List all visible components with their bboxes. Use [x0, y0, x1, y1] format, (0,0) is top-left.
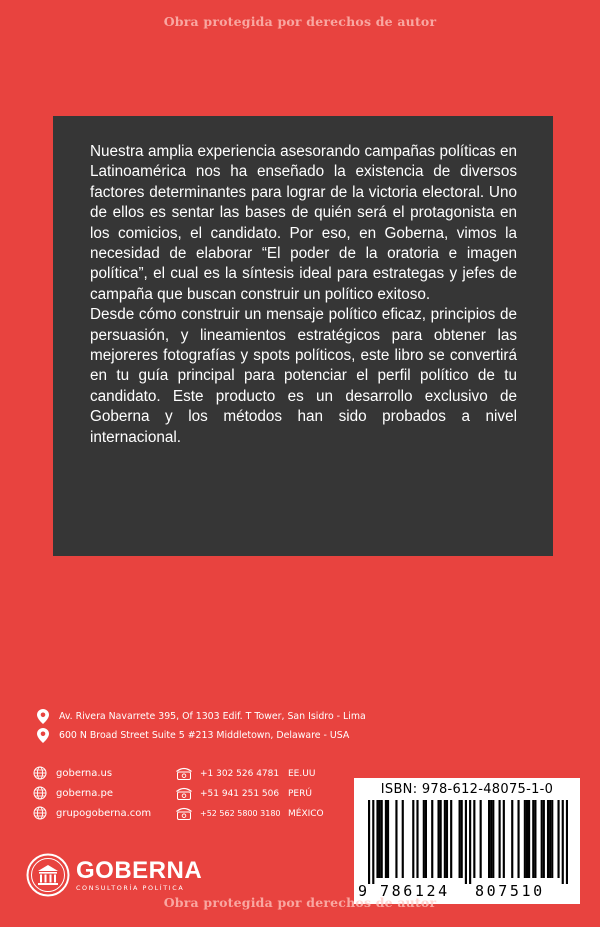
- barcode-digit-group: 786124: [380, 882, 450, 900]
- phone-country: PERÚ: [288, 788, 312, 799]
- barcode-bar: [381, 800, 383, 878]
- barcode-bar: [517, 800, 519, 878]
- location-pin-icon: [37, 728, 49, 743]
- phone-number: +52 562 5800 3180: [200, 809, 281, 818]
- barcode-bar: [431, 800, 433, 878]
- phone-number: +1 302 526 4781: [200, 768, 280, 779]
- phone-mexico[interactable]: [176, 807, 324, 820]
- globe-icon: [33, 786, 47, 800]
- logo-subtitle: CONSULTORÍA POLÍTICA: [76, 883, 185, 892]
- barcode-bar: [446, 800, 448, 878]
- barcode-bar: [423, 800, 425, 878]
- barcode-digit-group: 9: [358, 882, 368, 900]
- barcode-bar: [526, 800, 528, 878]
- barcode-bar: [480, 800, 482, 878]
- barcode-bar: [562, 800, 564, 884]
- phone-country: EE.UU: [288, 768, 316, 779]
- barcode-bar: [551, 800, 553, 878]
- barcode-bar: [511, 800, 513, 878]
- phone-number: +51 941 251 506: [200, 788, 280, 799]
- barcode-bar: [499, 800, 501, 878]
- globe-icon: [33, 806, 47, 820]
- barcode-bar: [503, 800, 505, 878]
- barcode-bar: [372, 800, 374, 884]
- watermark-bottom: Obra protegida por derechos de autor: [163, 895, 437, 910]
- barcode-bar: [459, 800, 461, 878]
- website-text: grupogoberna.com: [56, 807, 152, 819]
- barcode-bar: [444, 800, 446, 878]
- goberna-logo: [26, 853, 202, 897]
- barcode-bar: [469, 800, 471, 884]
- barcode-bars: [368, 800, 568, 884]
- barcode-bar: [379, 800, 381, 878]
- website-goberna-pe[interactable]: [33, 786, 113, 800]
- barcode-bar: [543, 800, 545, 878]
- barcode-bar: [524, 800, 526, 878]
- blurb-paragraph-2: Desde cómo construir un mensaje político eficaz, principios de persuasión, y lineamientos estratégicos para obtener las mejoreres fotografías y spots políticos, este libro se convertirá en tu guía principal para potenciar el perfil político de tu candidato. Este producto es un desarrollo exclusivo de Goberna y los métodos han sido probados a nivel internacional.: [90, 306, 517, 446]
- barcode-bar: [425, 800, 427, 878]
- barcode-bar: [547, 800, 549, 878]
- back-cover-blurb-box: [53, 116, 553, 556]
- barcode-bar: [412, 800, 414, 878]
- address-delaware: [37, 728, 349, 743]
- barcode-bar: [490, 800, 492, 878]
- barcode-bar: [376, 800, 378, 878]
- website-grupogoberna[interactable]: [33, 806, 151, 820]
- telephone-icon: [176, 807, 192, 820]
- phone-usa[interactable]: [176, 767, 315, 780]
- barcode-bar: [492, 800, 494, 878]
- barcode-bar: [440, 800, 442, 878]
- barcode-bar: [541, 800, 543, 878]
- barcode-bar: [532, 800, 534, 878]
- barcode-bar: [416, 800, 418, 878]
- logo-name: GOBERNA: [76, 856, 203, 884]
- address-text: 600 N Broad Street Suite 5 #213 Middletown, Delaware - USA: [59, 730, 350, 741]
- website-goberna-us[interactable]: [33, 766, 112, 780]
- barcode-bar: [387, 800, 389, 878]
- website-text: goberna.pe: [56, 787, 114, 799]
- isbn-label: ISBN: 978-612-48075-1-0: [380, 782, 554, 797]
- barcode-bar: [461, 800, 463, 878]
- barcode-bar: [473, 800, 475, 878]
- barcode-bar: [437, 800, 439, 878]
- barcode-bar: [465, 800, 467, 884]
- barcode-bar: [450, 800, 452, 878]
- barcode-bar: [566, 800, 568, 884]
- website-text: goberna.us: [56, 767, 113, 779]
- isbn-barcode: [354, 778, 580, 904]
- barcode-bar: [402, 800, 404, 878]
- address-lima: [37, 709, 366, 724]
- globe-icon: [33, 766, 47, 780]
- barcode-bar: [534, 800, 536, 878]
- barcode-bar: [385, 800, 387, 878]
- barcode-bar: [549, 800, 551, 878]
- phone-country: MÉXICO: [288, 808, 324, 819]
- barcode-bar: [557, 800, 559, 878]
- location-pin-icon: [37, 709, 49, 724]
- telephone-icon: [176, 787, 192, 800]
- telephone-icon: [176, 767, 192, 780]
- barcode-bar: [368, 800, 370, 884]
- barcode-bar: [528, 800, 530, 878]
- barcode-bar: [395, 800, 397, 878]
- barcode-bar: [488, 800, 490, 878]
- address-text: Av. Rivera Navarrete 395, Of 1303 Edif. T Tower, San Isidro - Lima: [59, 711, 366, 722]
- capitol-building-icon: [26, 853, 70, 897]
- phone-peru[interactable]: [176, 787, 312, 800]
- barcode-digit-group: 807510: [475, 882, 545, 900]
- watermark-top: Obra protegida por derechos de autor: [163, 14, 437, 29]
- blurb-paragraph-1: Nuestra amplia experiencia asesorando campañas políticas en Latinoamérica nos ha enseñado la existencia de diversos factores determinantes para lograr de la victoria electoral. Uno de ellos es sentar las bases de quién será el protagonista en los comicios, el candidato. Por eso, en Goberna, vimos la necesidad de elaborar “El poder de la oratoria e imagen política”, el cual es la síntesis ideal para estrategas y jefes de campaña que buscan construir un político exitoso.: [90, 143, 517, 303]
